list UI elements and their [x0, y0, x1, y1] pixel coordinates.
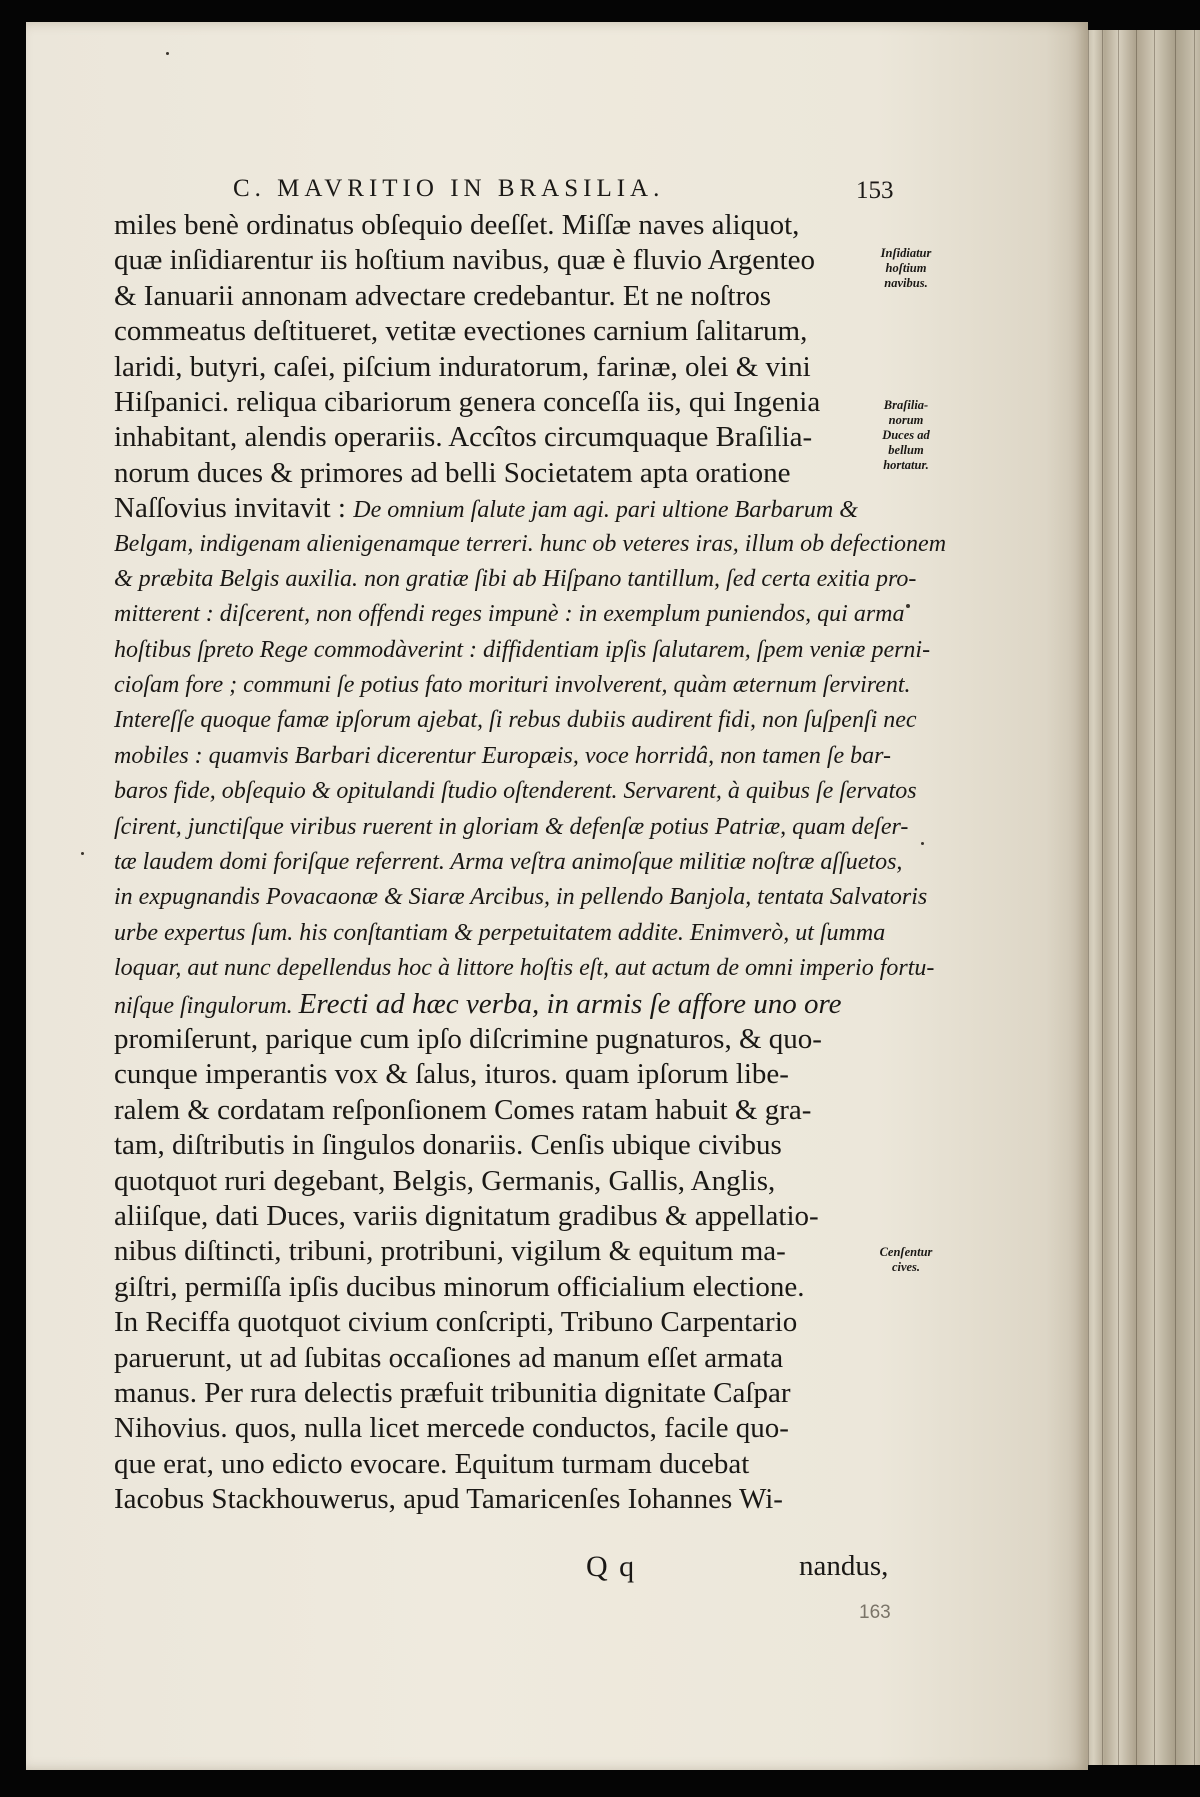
- text-line: quotquot ruri degebant, Belgis, Germanis, Gallis, Anglis,: [114, 1164, 776, 1197]
- text-line: miles benè ordinatus obſequio deeſſet. Miſſæ naves aliquot,: [114, 209, 800, 241]
- text-line: loquar, aut nunc depellendus hoc à littore hoſtis eſt, aut actum de omni imperio fortu-: [114, 955, 935, 982]
- text-line: aliiſque, dati Duces, variis dignitatum gradibus & appellatio-: [114, 1199, 819, 1232]
- page-edges: [1074, 30, 1200, 1765]
- catchword: nandus,: [799, 1550, 889, 1582]
- pencil-folio-number: 163: [859, 1602, 891, 1623]
- text-line: giſtri, permiſſa ipſis ducibus minorum officialium electione.: [114, 1270, 805, 1303]
- text-line: in expugnandis Povacaonæ & Siaræ Arcibus, in pellendo Banjola, tentata Salvatoris: [114, 884, 928, 911]
- text-line: laridi, butyri, caſei, piſcium induratorum, farinæ, olei & vini: [114, 350, 811, 383]
- text-line: tæ laudem domi foriſque referrent. Arma veſtra animoſque militiæ noſtræ aſſuetos,: [114, 849, 903, 876]
- text-line: nibus diſtincti, tribuni, protribuni, vigilum & equitum ma-: [114, 1235, 786, 1268]
- text-line: quæ inſidiarentur iis hoſtium navibus, quæ è fluvio Argenteo: [114, 244, 816, 277]
- margin-note-censentur: Cenſentur cives.: [879, 1245, 933, 1274]
- text-line: mitterent : diſcerent, non offendi reges impunè : in exemplum puniendos, qui arma: [114, 601, 905, 628]
- text-line: baros fide, obſequio & opitulandi ſtudio oſtenderent. Servarent, à quibus ſe ſervatos: [114, 778, 917, 805]
- text-line: hoſtibus ſpreto Rege commodàverint : diffidentiam ipſis ſalutarem, ſpem veniæ perni-: [114, 636, 931, 663]
- text-line: commeatus deſtitueret, vetitæ evectiones carnium ſalitarum,: [114, 315, 808, 348]
- text-line: In Reciffa quotquot civium conſcripti, Tribuno Carpentario: [114, 1306, 798, 1339]
- text-line: promiſerunt, parique cum ipſo diſcrimine pugnaturos, & quo-: [114, 1022, 822, 1055]
- signature-mark: Q q: [586, 1550, 637, 1583]
- text-line: cioſam fore ; communi ſe potius fato morituri involverent, quàm æternum ſervirent.: [114, 672, 911, 699]
- text-line: paruerunt, ut ad ſubitas occaſiones ad manum eſſet armata: [114, 1341, 784, 1374]
- text-line: Nihovius. quos, nulla licet mercede conductos, facile quo-: [114, 1412, 789, 1445]
- margin-note-insidiatur: Inſidiatur hoſtium navibus.: [880, 246, 932, 290]
- text-line: Hiſpanici. reliqua cibariorum genera conceſſa iis, qui Ingenia: [114, 385, 821, 418]
- text-line: norum duces & primores ad belli Societatem apta oratione: [114, 456, 791, 489]
- text-line: mobiles : quamvis Barbari dicerentur Europæis, voce horridâ, non tamen ſe bar-: [114, 742, 891, 769]
- page: [26, 22, 1088, 1770]
- running-head: C. MAVRITIO IN BRASILIA.: [233, 175, 665, 202]
- ink-speck: [166, 52, 169, 55]
- text-line: urbe expertus ſum. his conſtantiam & perpetuitatem addite. Enimverò, ut ſumma: [114, 919, 886, 946]
- text-line: manus. Per rura delectis præfuit tribunitia dignitate Caſpar: [114, 1376, 791, 1409]
- page-number: 153: [856, 177, 894, 204]
- text-line: ralem & cordatam reſponſionem Comes ratam habuit & gra-: [114, 1093, 812, 1126]
- text-line: que erat, uno edicto evocare. Equitum turmam ducebat: [114, 1447, 750, 1480]
- text-line: Intereſſe quoque famæ ipſorum ajebat, ſi rebus dubiis audirent fidi, non ſuſpenſi nec: [114, 707, 917, 734]
- text-line: cunque imperantis vox & ſalus, ituros. quam ipſorum libe-: [114, 1058, 789, 1091]
- text-line: tam, diſtributis in ſingulos donariis. Cenſis ubique civibus: [114, 1129, 782, 1162]
- text-line: Naſſovius invitavit : De omnium ſalute jam agi. pari ultione Barbarum &: [114, 492, 858, 525]
- ink-speck: [81, 852, 84, 855]
- text-line: ſcirent, junctiſque viribus ruerent in gloriam & defenſæ potius Patriæ, quam deſer-: [114, 813, 909, 840]
- text-line: & præbita Belgis auxilia. non gratiæ ſibi ab Hiſpano tantillum, ſed certa exitia pro-: [114, 565, 917, 592]
- text-line: niſque ſingulorum. Erecti ad hæc verba, in armis ſe affore uno ore: [114, 987, 842, 1020]
- ink-speck: [921, 842, 924, 845]
- ink-speck: [906, 604, 910, 608]
- text-line: & Ianuarii annonam advectare credebantur. Et ne noſtros: [114, 279, 772, 312]
- text-line: inhabitant, alendis operariis. Accîtos circumquaque Braſilia-: [114, 421, 813, 454]
- margin-note-brasilianorum: Braſilia- norum Duces ad bellum hortatur.: [882, 398, 930, 472]
- text-line: Belgam, indigenam alienigenamque terreri. hunc ob veteres iras, illum ob defectionem: [114, 530, 947, 557]
- text-line: Iacobus Stackhouwerus, apud Tamaricenſes Iohannes Wi-: [114, 1483, 783, 1516]
- book-spread: [26, 22, 1186, 1770]
